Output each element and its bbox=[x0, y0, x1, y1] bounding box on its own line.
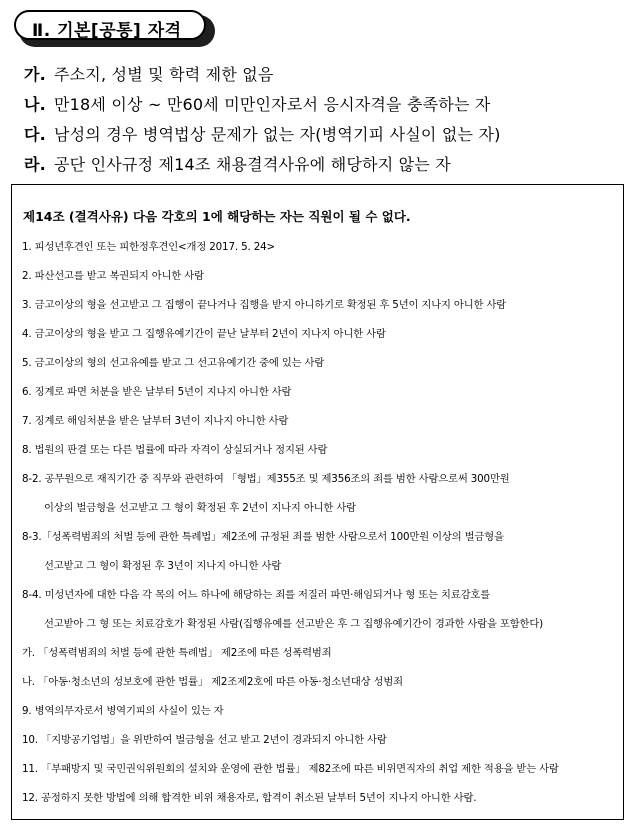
requirement-text: 남성의 경우 병역법상 문제가 없는 자(병역기피 사실이 없는 자) bbox=[54, 125, 501, 144]
requirement-text: 만18세 이상 ~ 만60세 미만인자로서 응시자격을 충족하는 자 bbox=[54, 95, 491, 114]
rule-line: 1. 피성년후견인 또는 피한정후견인<개정 2017. 5. 24> bbox=[22, 241, 276, 253]
rule-line: 7. 징계로 해임처분을 받은 날부터 3년이 지나지 아니한 사람 bbox=[22, 415, 289, 427]
rule-line: 2. 파산선고를 받고 복권되지 아니한 사람 bbox=[22, 270, 204, 282]
rule-title: 제14조 (결격사유) 다음 각호의 1에 해당하는 자는 직원이 될 수 없다. bbox=[23, 209, 411, 224]
section-header-pill bbox=[14, 10, 206, 40]
rule-line: 5. 금고이상의 형의 선고유예를 받고 그 선고유예기간 중에 있는 사람 bbox=[22, 357, 325, 369]
rule-line: 4. 금고이상의 형을 받고 그 집행유예기간이 끝난 날부터 2년이 지나지 아니한 사람 bbox=[22, 328, 386, 340]
section-title: Ⅱ. 기본[공통] 자격 bbox=[32, 21, 182, 41]
rule-line: 6. 징계로 파면 처분을 받은 날부터 5년이 지나지 아니한 사람 bbox=[22, 386, 292, 398]
rule-line: 가. 「성폭력범죄의 처벌 등에 관한 특례법」 제2조에 따른 성폭력범죄 bbox=[22, 647, 332, 659]
requirement-marker: 라. bbox=[24, 155, 46, 174]
rule-line: 8. 법원의 판결 또는 다른 법률에 따라 자격이 상실되거나 정지된 사람 bbox=[22, 444, 328, 456]
rule-line: 8-3.「성폭력범죄의 처벌 등에 관한 특례법」제2조에 규정된 죄를 범한 사람으로서 100만원 이상의 벌금형을 bbox=[22, 531, 504, 543]
rule-line-continuation: 선고받아 그 형 또는 치료감호가 확정된 사람(집행유예를 선고받은 후 그 집행유예기간이 경과한 사람을 포함한다) bbox=[44, 618, 543, 630]
requirement-text: 공단 인사규정 제14조 채용결격사유에 해당하지 않는 자 bbox=[54, 155, 451, 174]
rule-line-continuation: 이상의 벌금형을 선고받고 그 형이 확정된 후 2년이 지나지 아니한 사람 bbox=[44, 502, 356, 514]
requirement-marker: 다. bbox=[24, 125, 46, 144]
rule-line: 12. 공정하지 못한 방법에 의해 합격한 비위 채용자로, 합격이 취소된 날부터 5년이 지나지 아니한 사람. bbox=[22, 792, 477, 804]
rule-line: 10. 「지방공기업법」을 위반하여 벌금형을 선고 받고 2년이 경과되지 아니한 사람 bbox=[22, 734, 387, 746]
rule-line: 8-2. 공무원으로 재직기간 중 직무와 관련하여 「형법」제355조 및 제356조의 죄를 범한 사람으로써 300만원 bbox=[22, 473, 510, 485]
requirement-item bbox=[24, 62, 624, 92]
rule-line: 8-4. 미성년자에 대한 다음 각 목의 어느 하나에 해당하는 죄를 저질러 파면·해임되거나 형 또는 치료감호를 bbox=[22, 589, 491, 601]
requirement-item bbox=[24, 152, 624, 182]
requirement-item bbox=[24, 122, 624, 152]
requirement-text: 주소지, 성별 및 학력 제한 없음 bbox=[54, 65, 274, 84]
rule-line: 9. 병역의무자로서 병역기피의 사실이 있는 자 bbox=[22, 705, 224, 717]
rule-line: 11. 「부패방지 및 국민권익위원회의 설치와 운영에 관한 법률」 제82조에 따른 비위면직자의 취업 제한 적용을 받는 사람 bbox=[22, 763, 559, 775]
rule-line: 나. 「아동·청소년의 성보호에 관한 법률」 제2조제2호에 따른 아동·청소년대상 성범죄 bbox=[22, 676, 403, 688]
rule-line-continuation: 선고받고 그 형이 확정된 후 3년이 지나지 아니한 사람 bbox=[44, 560, 282, 572]
rule-lines bbox=[22, 238, 614, 818]
requirement-marker: 가. bbox=[24, 65, 46, 84]
requirements-list bbox=[24, 62, 624, 182]
rule-line: 3. 금고이상의 형을 선고받고 그 집행이 끝나거나 집행을 받지 아니하기로 확정된 후 5년이 지나지 아니한 사람 bbox=[22, 299, 507, 311]
requirement-item bbox=[24, 92, 624, 122]
disqualification-rule-box bbox=[11, 184, 624, 820]
section-header bbox=[14, 10, 210, 44]
requirement-marker: 나. bbox=[24, 95, 46, 114]
